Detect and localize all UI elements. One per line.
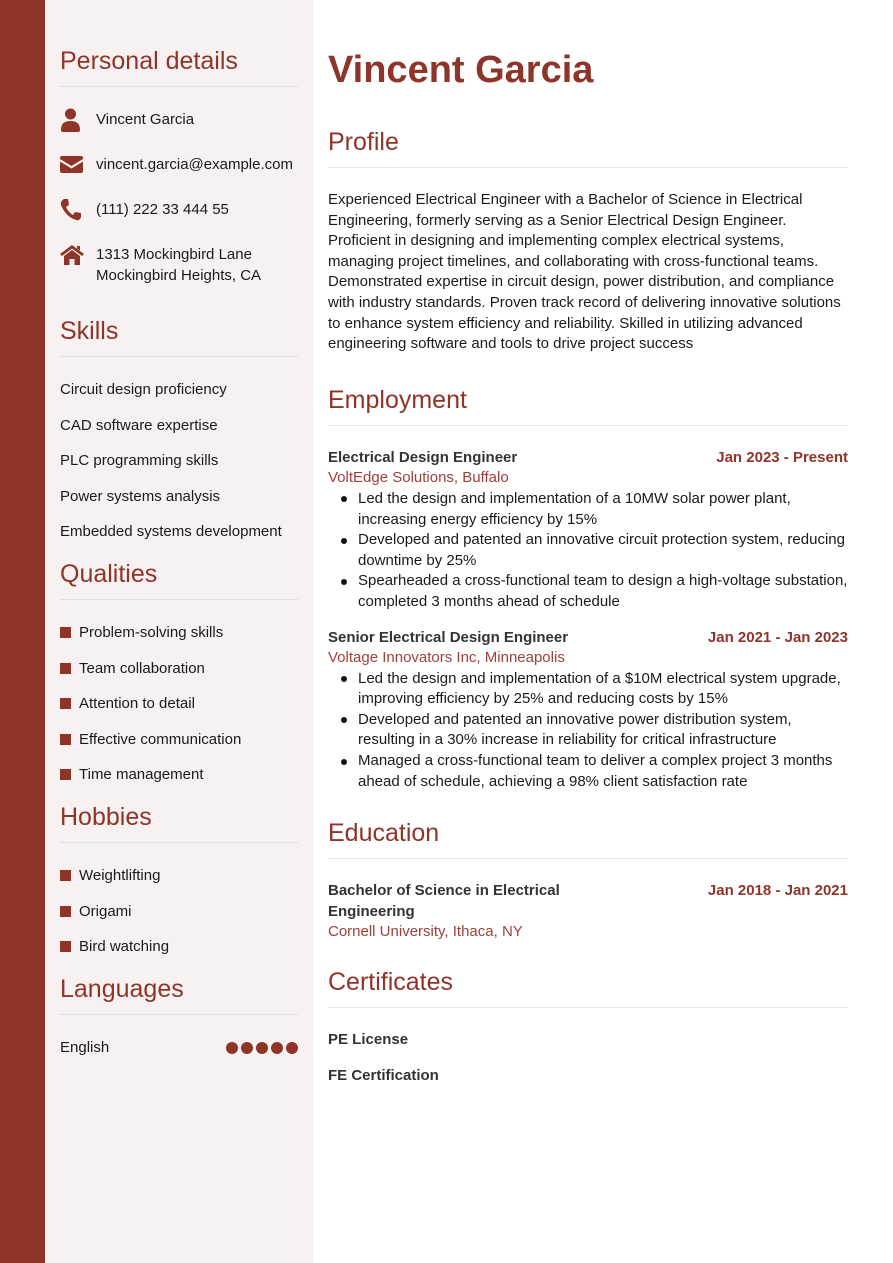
hobby-item [60,901,298,922]
phone-icon [60,199,96,220]
education-school: Cornell University, Ithaca, NY [328,923,523,941]
skill-item: Embedded systems development [60,523,282,540]
education-entry [328,881,848,943]
section-title-personal-details: Personal details [60,46,298,87]
hobby-item [60,936,298,957]
education-header [328,881,848,922]
job-header [328,628,848,649]
square-bullet-icon [60,870,71,881]
section-title-profile: Profile [328,127,848,168]
section-title-hobbies: Hobbies [60,802,298,843]
hobby-label: Weightlifting [79,867,161,884]
person-icon [60,109,96,130]
main-content [313,0,893,1263]
skill-item: Circuit design proficiency [60,381,227,398]
personal-name: Vincent Garcia [96,111,195,128]
section-title-languages: Languages [60,974,298,1015]
profile-section [328,127,848,355]
envelope-icon [60,154,96,175]
job-company: VoltEdge Solutions, Buffalo [328,469,509,487]
personal-details-section [60,46,298,286]
accent-bar [0,0,45,1263]
languages-section [60,974,298,1058]
job-title: Electrical Design Engineer [328,448,518,466]
rating-dot-icon [241,1042,253,1054]
square-bullet-icon [60,627,71,638]
job-header [328,448,848,469]
hobbies-section [60,802,298,957]
education-date: Jan 2018 - Jan 2021 [707,882,848,900]
square-bullet-icon [60,734,71,745]
candidate-name: Vincent Garcia [328,49,594,91]
hobbies-list [60,865,298,957]
quality-item [60,693,298,714]
skill-item: CAD software expertise [60,416,218,434]
job-bullets [328,489,848,613]
square-bullet-icon [60,906,71,917]
qualities-list [60,622,298,785]
profile-text: Experienced Electrical Engineer with a Bachelor of Science in Electrical Engineering, formerly serving as a Senior Electrical Design Engineer. Proficient in designing and implementing complex electrical systems, managing project timelines, and collaborating with cross-functional teams. Demonstrated expertise in circuit design, power distribution, and compliance with industry standards. Proven track record of delivering innovative solutions to enhance system efficiency and reliability. Skilled in utilizing advanced engineering software and tools to drive project success [328,191,841,353]
personal-email-row [60,154,298,175]
rating-dot-icon [271,1042,283,1054]
hobby-label: Origami [79,902,132,920]
employment-section [328,385,848,793]
job-bullet: Led the design and implementation of a $10M electrical system upgrade, improving efficiency by 25% and reducing costs by 15% [328,669,848,710]
personal-address-row [60,244,298,286]
job-bullet: Developed and patented an innovative circuit protection system, reducing downtime by 25% [328,530,848,571]
quality-label: Attention to detail [79,695,195,712]
job-bullet: Managed a cross-functional team to deliver a complex project 3 months ahead of schedule, achieving a 98% client satisfaction rate [328,751,848,792]
education-degree: Bachelor of Science in Electrical Engineering [328,882,560,920]
job-title: Senior Electrical Design Engineer [328,628,569,646]
section-title-skills: Skills [60,316,298,357]
personal-phone: (111) 222 33 444 55 [96,201,229,218]
certificates-section [328,967,848,1086]
skill-item: Power systems analysis [60,487,221,505]
hobby-label: Bird watching [79,938,170,955]
skills-list [60,379,298,542]
rating-dot-icon [226,1042,238,1054]
job-bullets [328,669,848,793]
square-bullet-icon [60,941,71,952]
personal-phone-row [60,199,298,220]
job-bullet: Spearheaded a cross-functional team to design a high-voltage substation, completed 3 months ahead of schedule [328,571,848,612]
square-bullet-icon [60,698,71,709]
certificate-item: FE Certification [328,1066,439,1084]
section-title-qualities: Qualities [60,559,298,600]
language-row [60,1037,298,1058]
skill-item: PLC programming skills [60,452,219,469]
personal-address [96,244,261,286]
home-icon [60,244,96,265]
hobby-item [60,865,298,886]
square-bullet-icon [60,663,71,674]
job-company: Voltage Innovators Inc, Minneapolis [328,649,565,667]
job-entry [328,628,848,793]
section-title-employment: Employment [328,385,848,426]
rating-dot-icon [256,1042,268,1054]
quality-label: Problem-solving skills [79,624,224,641]
quality-label: Time management [79,766,204,783]
job-bullet: Led the design and implementation of a 10MW solar power plant, increasing energy efficiency by 15% [328,489,848,530]
skills-section [60,316,298,542]
quality-item [60,658,298,679]
rating-dot-icon [286,1042,298,1054]
address-line-1: 1313 Mockingbird Lane [96,246,252,263]
language-level-rating [226,1042,298,1054]
quality-item [60,764,298,785]
address-line-2: Mockingbird Heights, CA [96,267,262,284]
quality-label: Effective communication [79,730,242,748]
section-title-certificates: Certificates [328,967,848,1008]
quality-label: Team collaboration [79,659,205,677]
job-bullet: Developed and patented an innovative power distribution system, resulting in a 30% increase in reliability for critical infrastructure [328,710,848,751]
language-name: English [60,1039,110,1056]
section-title-education: Education [328,818,848,859]
quality-item [60,729,298,750]
job-date: Jan 2021 - Jan 2023 [707,628,848,646]
qualities-section [60,559,298,785]
personal-name-row [60,109,298,130]
job-entry [328,448,848,613]
square-bullet-icon [60,769,71,780]
personal-email[interactable]: vincent.garcia@example.com [96,156,293,173]
quality-item [60,622,298,643]
job-date: Jan 2023 - Present [716,448,848,466]
certificate-item: PE License [328,1031,409,1049]
education-section [328,818,848,943]
sidebar [45,0,313,1263]
